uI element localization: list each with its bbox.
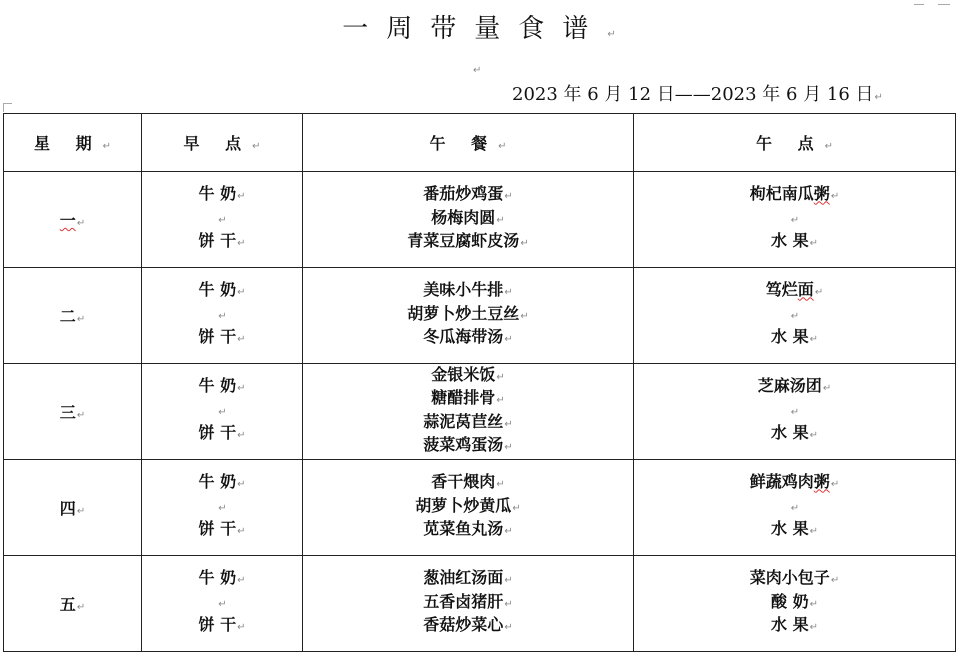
menu-item: 笃烂面↵ [765, 280, 824, 300]
day-label: 一 [59, 211, 76, 230]
menu-item: 杨梅肉圆↵ [431, 207, 505, 227]
empty-line [634, 208, 955, 232]
menu-item: 枸杞南瓜粥↵ [749, 184, 840, 204]
menu-item: 饼 干↵ [198, 231, 246, 251]
paragraph-mark-icon: ↵ [76, 506, 86, 517]
day-cell [4, 268, 142, 364]
paragraph-mark-icon: ↵ [809, 598, 818, 610]
table-row [4, 268, 956, 364]
paragraph-mark-icon: ↵ [790, 310, 800, 322]
paragraph-mark-icon: ↵ [218, 406, 227, 418]
date-range-text: 2023 年 6 月 12 日——2023 年 6 月 16 日 [512, 84, 874, 105]
menu-item: 水 果↵ [771, 519, 818, 539]
lunch-cell [303, 172, 634, 268]
paragraph-mark-icon: ↵ [237, 430, 246, 442]
paragraph-mark-icon: ↵ [824, 141, 833, 152]
paragraph-mark-icon: ↵ [504, 287, 513, 299]
paragraph-mark-icon: ↵ [809, 238, 818, 250]
menu-item: 香干煨肉↵ [431, 472, 505, 492]
afternoon-snack-cell [634, 268, 956, 364]
paragraph-mark-icon: ↵ [814, 287, 824, 299]
afternoon-snack-cell [634, 364, 956, 460]
menu-item: 葱油红汤面↵ [423, 568, 513, 588]
paragraph-mark-icon: ↵ [830, 575, 840, 587]
paragraph-mark-icon: ↵ [809, 622, 818, 634]
menu-item: 五香卤猪肝↵ [423, 591, 513, 611]
paragraph-mark-icon: ↵ [237, 575, 246, 587]
spellcheck-mark: 面 [797, 280, 814, 300]
paragraph-mark-icon: ↵ [498, 141, 507, 152]
paragraph-mark-icon: ↵ [874, 92, 883, 103]
date-range [512, 80, 883, 106]
menu-item: 青菜豆腐虾皮汤↵ [407, 231, 529, 251]
day-cell [4, 364, 142, 460]
menu-item: 牛 奶↵ [198, 568, 246, 588]
page-corner-mark [914, 0, 924, 5]
paragraph-mark-icon: ↵ [473, 65, 482, 76]
menu-item: 苋菜鱼丸汤↵ [423, 519, 513, 539]
empty-line [142, 592, 302, 616]
paragraph-mark-icon: ↵ [76, 602, 86, 613]
weekly-menu-table [3, 113, 956, 652]
menu-item: 牛 奶↵ [198, 184, 246, 204]
spellcheck-mark: 粥 [813, 472, 830, 492]
paragraph-mark-icon: ↵ [809, 334, 818, 346]
day-label: 二 [59, 307, 76, 326]
paragraph-mark-icon: ↵ [790, 502, 800, 514]
header-day: 星 期↵ [4, 114, 142, 172]
lunch-cell [303, 460, 634, 556]
menu-item: 酸 奶↵ [771, 591, 818, 611]
paragraph-mark-icon: ↵ [830, 479, 840, 491]
menu-item: 鲜蔬鸡肉粥↵ [749, 472, 840, 492]
menu-item: 金银米饭↵ [431, 364, 505, 384]
menu-item: 牛 奶↵ [198, 376, 246, 396]
menu-item: 水 果↵ [771, 327, 818, 347]
paragraph-mark-icon: ↵ [607, 29, 616, 40]
menu-item: 菜肉小包子↵ [749, 568, 840, 588]
paragraph-mark-icon: ↵ [496, 395, 505, 406]
morning-snack-cell [142, 172, 303, 268]
paragraph-mark-icon: ↵ [809, 526, 818, 538]
menu-item: 水 果↵ [771, 615, 818, 635]
menu-item: 胡萝卜炒土豆丝↵ [407, 303, 529, 323]
table-row [4, 556, 956, 652]
empty-line [142, 208, 302, 232]
menu-item: 饼 干↵ [198, 519, 246, 539]
empty-line [634, 400, 955, 424]
paragraph-mark-icon: ↵ [237, 334, 246, 346]
document-title [0, 8, 958, 45]
paragraph-mark-icon: ↵ [76, 314, 86, 325]
empty-line [634, 496, 955, 520]
page-corner-mark [938, 0, 950, 5]
day-cell [4, 460, 142, 556]
menu-item: 番茄炒鸡蛋↵ [423, 184, 513, 204]
paragraph-mark-icon: ↵ [237, 191, 246, 203]
header-afternoon: 午 点↵ [634, 114, 956, 172]
afternoon-snack-cell [634, 172, 956, 268]
lunch-cell [303, 364, 634, 460]
paragraph-mark-icon: ↵ [520, 238, 529, 250]
paragraph-mark-icon: ↵ [496, 214, 505, 226]
paragraph-mark-icon: ↵ [76, 410, 86, 421]
paragraph-mark-icon: ↵ [520, 310, 529, 322]
morning-snack-cell [142, 460, 303, 556]
menu-item: 饼 干↵ [198, 327, 246, 347]
afternoon-snack-cell [634, 556, 956, 652]
paragraph-mark-icon: ↵ [496, 479, 505, 491]
paragraph-mark-icon: ↵ [218, 598, 227, 610]
menu-item: 美味小牛排↵ [423, 280, 513, 300]
paragraph-mark-icon: ↵ [218, 214, 227, 226]
menu-item: 冬瓜海带汤↵ [423, 327, 513, 347]
paragraph-mark-icon: ↵ [218, 502, 227, 514]
table-row [4, 460, 956, 556]
menu-item: 胡萝卜炒黄瓜↵ [415, 495, 521, 515]
paragraph-mark-icon: ↵ [237, 383, 246, 395]
empty-line [142, 304, 302, 328]
day-cell [4, 556, 142, 652]
table-row [4, 364, 956, 460]
paragraph-mark-icon: ↵ [237, 238, 246, 250]
paragraph-mark-icon: ↵ [252, 141, 261, 152]
paragraph-mark-icon: ↵ [218, 310, 227, 322]
morning-snack-cell [142, 268, 303, 364]
menu-item: 蒜泥莴苣丝↵ [423, 411, 513, 431]
paragraph-mark-icon: ↵ [76, 218, 86, 229]
menu-item: 芝麻汤团↵ [757, 376, 832, 396]
lunch-cell [303, 268, 634, 364]
menu-item: 水 果↵ [771, 231, 818, 251]
paragraph-mark-icon: ↵ [102, 141, 111, 152]
paragraph-mark-icon: ↵ [237, 526, 246, 538]
menu-item: 牛 奶↵ [198, 472, 246, 492]
menu-item: 饼 干↵ [198, 615, 246, 635]
paragraph-mark-icon: ↵ [504, 442, 513, 453]
paragraph-mark-icon: ↵ [237, 622, 246, 634]
paragraph-mark-icon: ↵ [822, 383, 832, 395]
lunch-cell [303, 556, 634, 652]
menu-item: 香菇炒菜心↵ [423, 615, 513, 635]
table-body [4, 172, 956, 652]
day-label: 三 [59, 403, 76, 422]
menu-item: 牛 奶↵ [198, 280, 246, 300]
paragraph-mark-icon: ↵ [504, 191, 513, 203]
paragraph-mark-icon: ↵ [790, 406, 800, 418]
morning-snack-cell [142, 556, 303, 652]
empty-line [142, 496, 302, 520]
paragraph-mark-icon: ↵ [790, 214, 800, 226]
paragraph-mark-icon: ↵ [830, 191, 840, 203]
paragraph-mark-icon: ↵ [237, 479, 246, 491]
spellcheck-mark: 粥 [813, 184, 830, 204]
table-header-row [4, 114, 956, 172]
header-morning: 早 点↵ [142, 114, 303, 172]
paragraph-mark-icon: ↵ [237, 287, 246, 299]
title-text: 一周带量食谱 [342, 14, 607, 44]
day-cell [4, 172, 142, 268]
paragraph-mark-icon: ↵ [504, 526, 513, 538]
paragraph-mark-icon: ↵ [504, 334, 513, 346]
empty-paragraph [472, 58, 481, 77]
menu-item: 饼 干↵ [198, 423, 246, 443]
paragraph-mark-icon: ↵ [504, 598, 513, 610]
empty-line [142, 400, 302, 424]
paragraph-mark-icon: ↵ [496, 371, 505, 383]
afternoon-snack-cell [634, 460, 956, 556]
menu-item: 水 果↵ [771, 423, 818, 443]
day-label: 五 [59, 595, 76, 614]
paragraph-mark-icon: ↵ [809, 430, 818, 442]
header-lunch: 午 餐↵ [303, 114, 634, 172]
table-row [4, 172, 956, 268]
paragraph-mark-icon: ↵ [504, 418, 513, 430]
menu-item: 糖醋排骨↵ [431, 388, 505, 407]
paragraph-mark-icon: ↵ [504, 622, 513, 634]
paragraph-mark-icon: ↵ [512, 502, 521, 514]
morning-snack-cell [142, 364, 303, 460]
paragraph-mark-icon: ↵ [504, 575, 513, 587]
day-label: 四 [59, 499, 76, 518]
empty-line [634, 304, 955, 328]
menu-item: 菠菜鸡蛋汤↵ [423, 435, 513, 454]
table-corner-mark [3, 103, 12, 112]
